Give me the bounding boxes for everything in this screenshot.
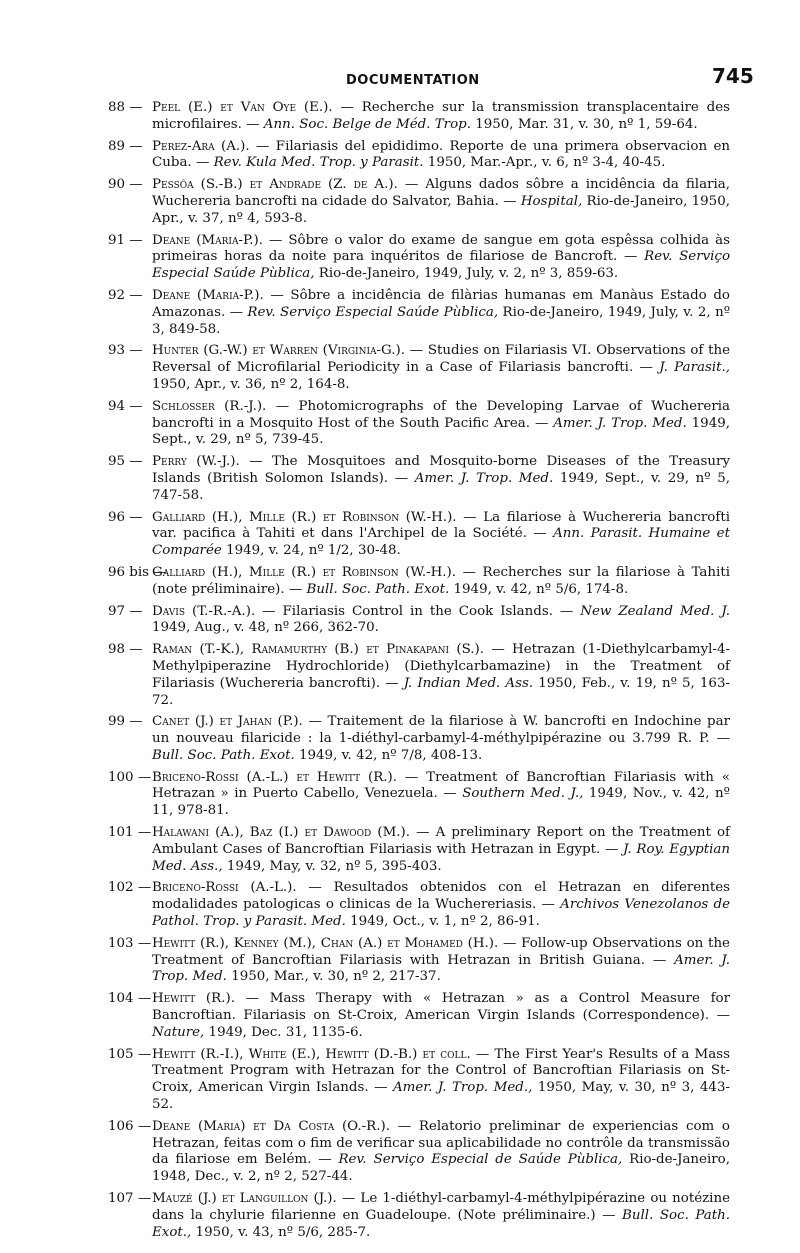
entry-title: — Traitement de la filariose à W. bancrofti en Indochine par un nouveau filaricide : la 1-diéthyl-carbamyl-4-méthylpipérazine ou 3.799 R. P. —: [152, 714, 730, 747]
entry-journal: Rev. Serviço Especial de Saúde Pùblica,: [338, 1152, 623, 1168]
entry-authors: Hewitt (R.).: [152, 991, 235, 1007]
entry-reference: 1949, v. 42, nº 7/8, 408-13.: [294, 747, 483, 763]
entry-number: 98 —: [108, 642, 143, 658]
entry-journal: Ann. Parasit. Humaine et Comparée: [152, 526, 730, 559]
entry-journal: Rev. Kula Med. Trop. y Parasit.: [213, 155, 424, 171]
entry-text: [152, 1119, 730, 1186]
entry-journal: Hospital,: [520, 193, 583, 209]
bibliography-entry: [108, 510, 730, 560]
entry-reference: 1949, v. 42, nº 5/6, 174-8.: [449, 581, 629, 597]
entry-text: [152, 1191, 730, 1241]
entry-text: [152, 880, 730, 930]
entry-reference: 1949, May, v. 32, nº 5, 395-403.: [222, 858, 442, 874]
entry-journal: Bull. Soc. Path. Exot.,: [152, 1207, 731, 1240]
entry-journal: Archivos Venezolanos de Pathol. Trop. y Parasit. Med.: [152, 897, 731, 930]
entry-reference: 1949, Nov., v. 42, nº 11, 978-81.: [152, 786, 730, 819]
entry-journal: Amer. J. Trop. Med.,: [392, 1080, 533, 1096]
entry-journal: Southern Med. J.,: [462, 786, 584, 802]
bibliography-entry: [108, 177, 730, 227]
running-title: DOCUMENTATION: [346, 73, 480, 88]
entry-text: [152, 288, 730, 338]
entry-journal: Ann. Soc. Belge de Méd. Trop.: [263, 116, 471, 132]
entry-text: [152, 343, 730, 393]
bibliography-entry: [108, 100, 730, 134]
entry-journal: J. Indian Med. Ass.: [403, 675, 534, 691]
entry-reference: 1950, Mar. 31, v. 30, nº 1, 59-64.: [470, 116, 698, 132]
entry-title: — Filariasis del epididimo. Reporte de una primera observacion en Cuba. —: [152, 138, 730, 171]
entry-number: 89 —: [108, 138, 143, 154]
entry-text: [152, 991, 730, 1041]
entry-journal: Nature,: [152, 1024, 205, 1040]
entry-authors: Schlosser (R.-J.).: [152, 398, 267, 414]
page-header: [0, 64, 800, 94]
entry-number: 93 —: [108, 343, 143, 359]
entry-text: [152, 714, 730, 764]
entry-reference: 1950, Feb., v. 19, nº 5, 163-72.: [152, 675, 730, 708]
entry-number: 96 bis —: [108, 564, 167, 580]
entry-title: — Resultados obtenidos con el Hetrazan en diferentes modalidades patologicas o clinicas de la Wuchereriasis. —: [152, 880, 730, 913]
entry-text: [152, 399, 730, 449]
entry-title: — The First Year's Results of a Mass Treatment Program with Hetrazan for the Control of Bancroftian Filariasis on St-Croix, American Virgin Islands. —: [152, 1046, 730, 1096]
entry-journal: New Zealand Med. J.: [580, 603, 730, 619]
entry-title: — Studies on Filariasis VI. Observations of the Reversal of Microfilarial Periodicity in a Case of Filariasis bancrofti. —: [152, 343, 730, 376]
bibliography-entry: [108, 1119, 730, 1186]
bibliography-entry: [108, 880, 730, 930]
entry-text: [152, 565, 730, 599]
entry-number: 90 —: [108, 177, 143, 193]
entry-journal: Bull. Soc. Path. Exot.: [306, 581, 450, 597]
bibliography-entry: [108, 936, 730, 986]
entry-title: — Recherche sur la transmission transplacentaire des microfilaires. —: [152, 100, 731, 132]
entry-title: — La filariose à Wuchereria bancrofti var. pacifica à Tahiti et dans l'Archipel de la Société. —: [152, 509, 730, 542]
entry-journal: Amer. J. Trop. Med.: [152, 952, 730, 985]
entry-authors: Briceno-Rossi (A.-L.).: [152, 880, 297, 896]
entry-journal: Rev. Serviço Especial Saúde Pùblica,: [152, 249, 731, 282]
entry-journal: Bull. Soc. Path. Exot.: [152, 747, 295, 763]
entry-authors: Deane (Maria-P.).: [152, 232, 264, 248]
entry-number: 101 —: [108, 825, 152, 841]
entry-title: — Alguns dados sôbre a incidência da filaria, Wuchereria bancrofti na cidade do Salvator, Bahia. —: [152, 177, 730, 209]
entry-reference: 1949, Sept., v. 29, nº 5, 747-58.: [152, 470, 730, 503]
entry-text: [152, 100, 730, 134]
entry-authors: Deane (Maria-P.).: [152, 287, 264, 303]
page-number: 745: [712, 64, 754, 88]
entry-reference: Rio-de-Janeiro, 1950, Apr., v. 37, nº 4, 593-8.: [152, 193, 730, 226]
entry-number: 104 —: [108, 991, 152, 1007]
entry-authors: Hewitt (R.-I.), White (E.), Hewitt (D.-B.) et coll.: [152, 1046, 471, 1062]
entry-number: 94 —: [108, 398, 143, 414]
bibliography-entry: [108, 642, 730, 709]
bibliography-list: [108, 100, 730, 1246]
entry-title: — Recherches sur la filariose à Tahiti (note préliminaire). —: [152, 564, 730, 597]
entry-text: [152, 604, 730, 638]
entry-journal: J. Roy. Egyptian Med. Ass.,: [152, 841, 730, 874]
entry-title: — Sôbre a incidência de filàrias humanas em Manàus Estado do Amazonas. —: [152, 287, 730, 320]
bibliography-entry: [108, 565, 730, 599]
bibliography-entry: [108, 233, 730, 283]
entry-authors: Galliard (H.), Mille (R.) et Robinson (W.-H.).: [152, 509, 457, 525]
entry-authors: Mauzé (J.) et Languillon (J.).: [152, 1191, 337, 1207]
entry-reference: 1949, Sept., v. 29, nº 5, 739-45.: [152, 415, 730, 448]
entry-number: 102 —: [108, 880, 152, 896]
entry-text: [152, 177, 730, 227]
entry-reference: Rio-de-Janeiro, 1948, Dec., v. 2, nº 2, 527-44.: [152, 1152, 730, 1185]
entry-reference: 1950, May, v. 30, nº 3, 443-52.: [152, 1080, 730, 1113]
entry-authors: Hewitt (R.), Kenney (M.), Chan (A.) et Mohamed (H.).: [152, 935, 499, 951]
bibliography-entry: [108, 991, 730, 1041]
entry-authors: Peel (E.) et Van Oye (E.).: [152, 100, 333, 115]
entry-title: — A preliminary Report on the Treatment of Ambulant Cases of Bancroftian Filariasis with Hetrazan in Egypt. —: [152, 825, 731, 857]
entry-authors: Briceno-Rossi (A.-L.) et Hewitt (R.).: [152, 769, 398, 785]
entry-reference: 1950, v. 43, nº 5/6, 285-7.: [191, 1224, 371, 1240]
entry-number: 91 —: [108, 232, 143, 248]
entry-number: 88 —: [108, 100, 143, 115]
entry-title: — Relatorio preliminar de experiencias com o Hetrazan, feitas com o fim de verificar sua aplicabilidade no contrôle da transmissão da filariose em Belém. —: [152, 1118, 730, 1168]
entry-title: — The Mosquitoes and Mosquito-borne Diseases of the Treasury Islands (British Solomon Islands). —: [152, 454, 731, 486]
bibliography-entry: [108, 1191, 730, 1241]
bibliography-entry: [108, 825, 730, 875]
entry-title: — Filariasis Control in the Cook Islands. —: [255, 603, 581, 619]
entry-number: 106 —: [108, 1118, 152, 1134]
entry-number: 97 —: [108, 603, 143, 619]
entry-reference: Rio-de-Janeiro, 1949, July, v. 2, nº 3, 859-63.: [314, 266, 619, 282]
entry-title: — Mass Therapy with « Hetrazan » as a Control Measure for Bancroftian. Filariasis on St-Croix, American Virgin Islands (Correspondence). —: [152, 991, 730, 1024]
entry-reference: 1950, Mar.-Apr., v. 6, nº 3-4, 40-45.: [423, 155, 666, 171]
entry-authors: Davis (T.-R.-A.).: [152, 603, 256, 619]
entry-reference: 1949, v. 24, nº 1/2, 30-48.: [221, 543, 401, 559]
entry-text: [152, 770, 730, 820]
bibliography-entry: [108, 139, 730, 173]
entry-text: [152, 454, 730, 504]
entry-reference: Rio-de-Janeiro, 1949, July, v. 2, nº 3, 849-58.: [152, 304, 731, 337]
entry-text: [152, 825, 730, 875]
entry-authors: Hunter (G.-W.) et Warren (Virginia-G.).: [152, 343, 406, 359]
bibliography-entry: [108, 1047, 730, 1114]
entry-reference: 1949, Aug., v. 48, nº 266, 362-70.: [152, 620, 379, 636]
entry-number: 92 —: [108, 287, 143, 303]
entry-text: [152, 1047, 730, 1114]
entry-number: 107 —: [108, 1191, 152, 1207]
entry-number: 105 —: [108, 1046, 152, 1062]
entry-journal: Rev. Serviço Especial Saúde Pùblica,: [247, 304, 499, 320]
entry-title: — Sôbre o valor do exame de sangue em gota espêssa colhida às primeiras horas da noite para inquéritos de filariose de Bancroft. —: [152, 232, 730, 265]
bibliography-entry: [108, 399, 730, 449]
entry-authors: Pessôa (S.-B.) et Andrade (Z. de A.).: [152, 177, 398, 193]
bibliography-entry: [108, 770, 730, 820]
entry-reference: 1950, Apr., v. 36, nº 2, 164-8.: [152, 376, 350, 392]
entry-text: [152, 642, 730, 709]
entry-authors: Galliard (H.), Mille (R.) et Robinson (W.-H.).: [152, 564, 457, 580]
entry-title: — Le 1-diéthyl-carbamyl-4-méthylpipérazine ou notézine dans la chylurie filarienne en Guadeloupe. (Note préliminaire.) —: [152, 1191, 731, 1223]
entry-text: [152, 936, 730, 986]
entry-authors: Raman (T.-K.), Ramamurthy (B.) et Pinakapani (S.).: [152, 642, 485, 658]
entry-text: [152, 233, 730, 283]
entry-authors: Perez-Ara (A.).: [152, 138, 250, 154]
entry-number: 96 —: [108, 509, 143, 525]
entry-journal: Amer. J. Trop. Med.: [553, 415, 687, 431]
entry-reference: 1949, Dec. 31, 1135-6.: [204, 1024, 363, 1040]
entry-journal: J. Parasit.,: [659, 360, 730, 376]
entry-number: 100 —: [108, 769, 152, 785]
bibliography-entry: [108, 454, 730, 504]
entry-number: 95 —: [108, 454, 143, 470]
entry-reference: 1950, Mar., v. 30, nº 2, 217-37.: [226, 969, 441, 985]
entry-authors: Deane (Maria) et Da Costa (O.-R.).: [152, 1118, 390, 1134]
entry-number: 99 —: [108, 714, 143, 730]
bibliography-entry: [108, 343, 730, 393]
bibliography-entry: [108, 604, 730, 638]
entry-reference: 1949, Oct., v. 1, nº 2, 86-91.: [345, 914, 540, 930]
entry-text: [152, 139, 730, 173]
entry-authors: Halawani (A.), Baz (I.) et Dawood (M.).: [152, 825, 411, 841]
entry-title: — Photomicrographs of the Developing Larvae of Wuchereria bancrofti in a Mosquito Host of the South Pacific Area. —: [152, 398, 730, 431]
bibliography-entry: [108, 714, 730, 764]
entry-title: — Follow-up Observations on the Treatment of Bancroftian Filariasis with Hetrazan in British Guiana. —: [152, 935, 730, 968]
entry-authors: Perry (W.-J.).: [152, 454, 240, 470]
bibliography-entry: [108, 288, 730, 338]
entry-text: [152, 510, 730, 560]
entry-authors: Canet (J.) et Jahan (P.).: [152, 714, 303, 730]
entry-journal: Amer. J. Trop. Med.: [414, 470, 554, 486]
entry-title: — Treatment of Bancroftian Filariasis with « Hetrazan » in Puerto Cabello, Venezuela. —: [152, 769, 730, 802]
entry-title: — Hetrazan (1-Diethylcarbamyl-4-Methylpiperazine Hydrochloride) (Diethylcarbamazine) in the Treatment of Filariasis (Wuchereria bancrofti). —: [152, 642, 730, 691]
entry-number: 103 —: [108, 935, 152, 951]
